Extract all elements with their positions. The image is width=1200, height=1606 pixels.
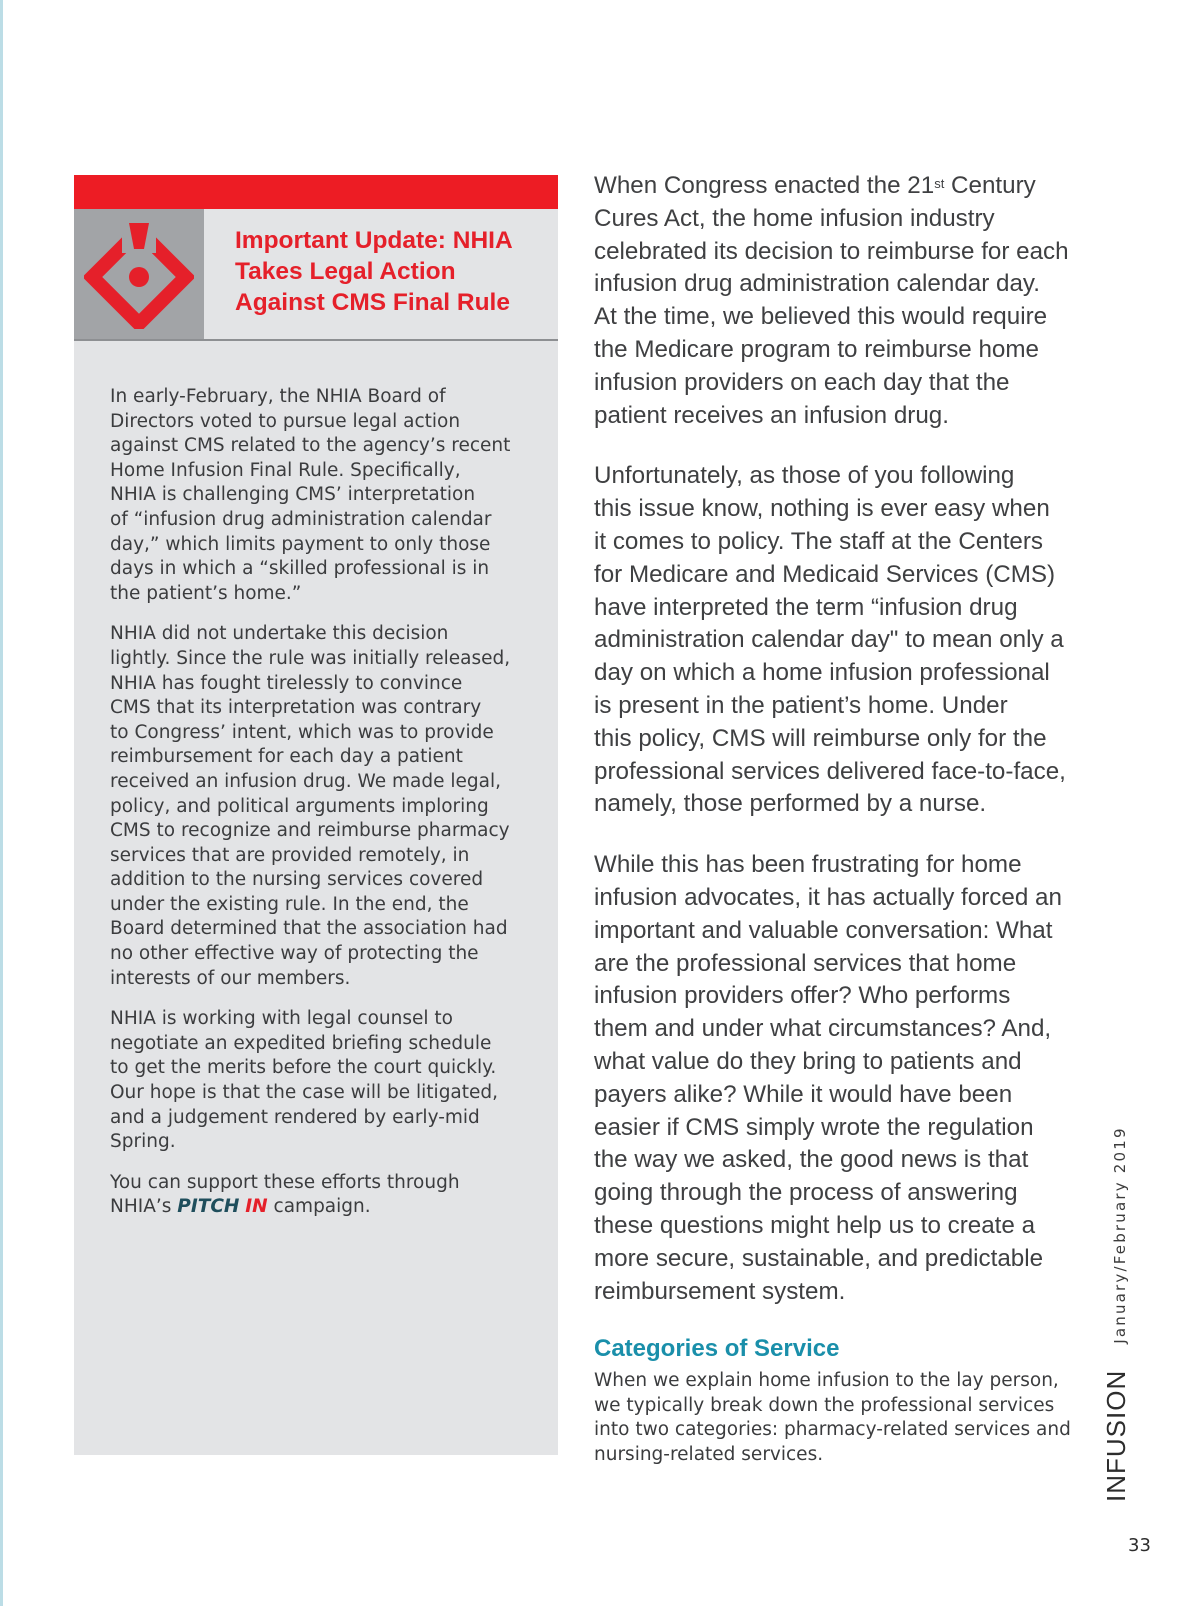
main-paragraph: While this has been frustrating for home infusion advocates, it has actually forced an important and valuable conversation: What are the professional services that home infusion providers offer? Who performs them and under what circumstances? And, what value do they bring to patients and payers alike? While it would have been easier if CMS simply wrote the regulation the way we asked, the good news is that going through the process of answering these questions might help us to create a more secure, sustainable, and predictable reimbursement system. bbox=[594, 851, 1062, 1305]
main-paragraph bbox=[594, 170, 1084, 432]
page-edge-line bbox=[0, 0, 3, 1606]
pitch-intro: You can support these efforts through NHIA’s bbox=[110, 1171, 460, 1218]
issue-date: January/February 2019 bbox=[1111, 1126, 1129, 1344]
p1-rest: Century Cures Act, the home infusion industry celebrated its decision to reimburse for each infusion drug administration calendar day. At the time, we believed this would require the Medicare program to reimburse home infusion providers on each day that the patient receives an infusion drug. bbox=[594, 172, 1069, 429]
ordinal-sup: st bbox=[934, 176, 945, 191]
alert-diamond-icon bbox=[84, 219, 194, 329]
main-paragraph: Unfortunately, as those of you following this issue know, nothing is ever easy when it comes to policy. The staff at the Centers for Medicare and Medicaid Services (CMS) have interpreted the term “infusion drug administration calendar day" to mean only a day on which a home infusion professional is present in the patient’s home. Under this policy, CMS will reimburse only for the professional services delivered face-to-face, namely, those performed by a nurse. bbox=[594, 462, 1066, 818]
sidebar-divider bbox=[74, 339, 558, 341]
sidebar-paragraph: In early-February, the NHIA Board of Directors voted to pursue legal action against CMS related to the agency’s recent Home Infusion Final Rule. Specifically, NHIA is challenging CMS’ interpretation of “infusion drug administration calendar day,” which limits payment to only those days in which a “skilled professional is in the patient’s home.” bbox=[110, 386, 511, 604]
magazine-brand: INFUSION bbox=[1101, 1369, 1131, 1502]
sidebar-box bbox=[74, 175, 558, 1455]
pitch-outro: campaign. bbox=[267, 1196, 371, 1218]
sidebar-title: Important Update: NHIA Takes Legal Action Against CMS Final Rule bbox=[235, 227, 513, 316]
section-text: When we explain home infusion to the lay person, we typically break down the professional services into two categories: pharmacy-related services and nursing-related services. bbox=[594, 1370, 1071, 1465]
main-column bbox=[594, 170, 1084, 1336]
sidebar-paragraph: NHIA did not undertake this decision lightly. Since the rule was initially released, NHIA has fought tirelessly to convince CMS that its interpretation was contrary to Congress’ intent, which was to provide reimbursement for each day a patient received an infusion drug. We made legal, policy, and political arguments imploring CMS to recognize and reimburse pharmacy services that are provided remotely, in addition to the nursing services covered under the existing rule. In the end, the Board determined that the association had no other effective way of protecting the interests of our members. bbox=[110, 623, 511, 989]
pitch-word: PITCH bbox=[177, 1196, 240, 1218]
in-word: IN bbox=[245, 1196, 268, 1218]
p1-start: When Congress enacted the 21 bbox=[594, 172, 935, 199]
page-number: 33 bbox=[1128, 1535, 1151, 1556]
vertical-footer bbox=[1101, 1126, 1132, 1502]
sidebar-icon-box bbox=[74, 209, 204, 339]
section-heading: Categories of Service bbox=[594, 1335, 840, 1362]
sidebar-body bbox=[110, 385, 530, 1236]
sidebar-paragraph-pitch bbox=[110, 1171, 530, 1220]
sidebar-paragraph: NHIA is working with legal counsel to negotiate an expedited briefing schedule to get the merits before the court quickly. Our hope is that the case will be litigated, and a judgement rendered by early-mid Spring. bbox=[110, 1008, 499, 1153]
sidebar-red-bar bbox=[74, 175, 558, 209]
